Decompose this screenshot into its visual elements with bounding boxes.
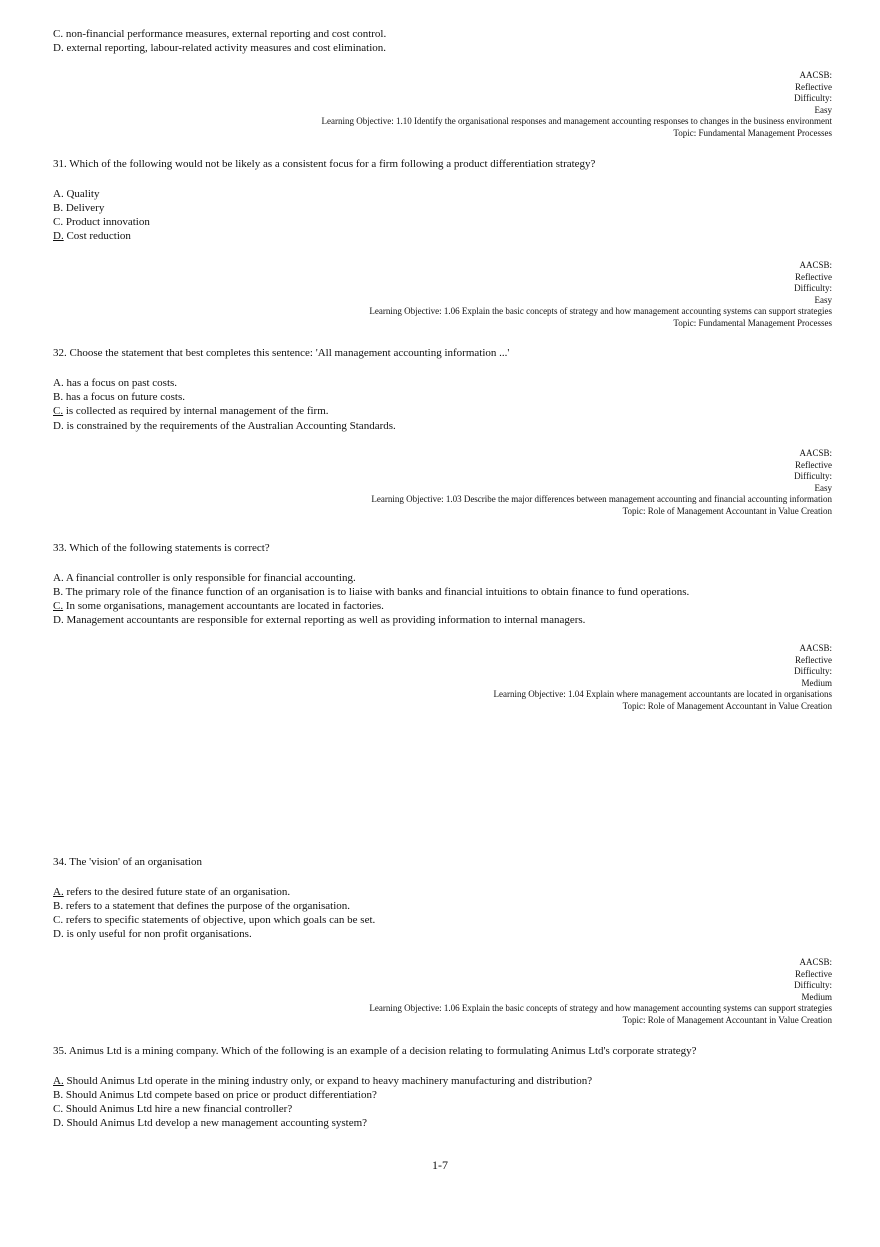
option-letter: C. — [53, 914, 64, 926]
difficulty-value: Easy — [814, 294, 832, 305]
option-letter: C. — [53, 28, 64, 40]
option-a-correct — [53, 1074, 592, 1088]
difficulty-label: Difficulty: — [794, 471, 832, 482]
option-letter: B. — [53, 900, 64, 912]
option-letter: D. — [53, 420, 64, 432]
option-text: A financial controller is only responsible for financial accounting. — [63, 572, 356, 584]
topic: Topic: Fundamental Management Processes — [673, 317, 832, 328]
question-metadata — [132, 643, 832, 713]
page-number: 1-7 — [432, 1158, 448, 1172]
option-letter: B. — [53, 1089, 64, 1101]
option-c-correct — [53, 404, 329, 418]
learning-objective: Learning Objective: 1.03 Describe the major differences between management accounting and financial accounting information — [371, 494, 832, 505]
option-text: has a focus on future costs. — [63, 391, 185, 403]
option-d — [53, 613, 585, 627]
option-letter: C. — [53, 1103, 64, 1115]
aacsb-label: AACSB: — [799, 643, 832, 653]
aacsb-value: Reflective — [795, 271, 832, 282]
option-letter-correct: C. — [53, 600, 64, 612]
option-text: Should Animus Ltd compete based on price or product differentiation? — [63, 1089, 377, 1101]
option-c-correct — [53, 599, 384, 613]
difficulty-value: Medium — [801, 677, 832, 688]
aacsb-label: AACSB: — [799, 448, 832, 458]
option-text: is only useful for non profit organisations. — [63, 928, 252, 940]
aacsb-label: AACSB: — [799, 70, 832, 80]
option-text: is collected as required by internal management of the firm. — [63, 405, 329, 417]
aacsb-label: AACSB: — [799, 957, 832, 967]
option-a — [53, 187, 99, 201]
option-c — [53, 913, 375, 927]
option-text: In some organisations, management accountants are located in factories. — [63, 600, 384, 612]
option-letter: B. — [53, 391, 64, 403]
option-letter-correct: C. — [53, 405, 64, 417]
question-metadata — [132, 260, 832, 330]
option-a — [53, 571, 356, 585]
option-text: Delivery — [63, 202, 105, 214]
topic: Topic: Role of Management Accountant in Value Creation — [622, 700, 832, 711]
option-letter-correct: D. — [53, 230, 64, 242]
option-letter-correct: A. — [53, 886, 64, 898]
option-d — [53, 1116, 367, 1130]
aacsb-value: Reflective — [795, 968, 832, 979]
option-c — [53, 27, 386, 41]
option-text: Should Animus Ltd develop a new management accounting system? — [63, 1117, 368, 1129]
learning-objective: Learning Objective: 1.06 Explain the basic concepts of strategy and how management accounting systems can support strategies — [369, 306, 832, 317]
option-d — [53, 419, 396, 433]
option-text: Management accountants are responsible for external reporting as well as providing information to internal managers. — [63, 614, 586, 626]
option-a-correct — [53, 885, 290, 899]
option-text: refers to a statement that defines the purpose of the organisation. — [63, 900, 351, 912]
aacsb-label: AACSB: — [799, 260, 832, 270]
option-letter: A. — [53, 377, 64, 389]
question-stem: 35. Animus Ltd is a mining company. Which of the following is an example of a decision relating to formulating Animus Ltd's corporate strategy? — [53, 1045, 697, 1057]
option-c — [53, 1102, 292, 1116]
option-text: refers to the desired future state of an organisation. — [63, 886, 291, 898]
option-letter: A. — [53, 572, 64, 584]
option-text: external reporting, labour-related activity measures and cost elimination. — [63, 42, 387, 54]
difficulty-label: Difficulty: — [794, 666, 832, 677]
question-stem: 33. Which of the following statements is correct? — [53, 542, 270, 554]
option-c — [53, 215, 150, 229]
aacsb-value: Reflective — [795, 81, 832, 92]
option-b — [53, 201, 104, 215]
question-stem: 32. Choose the statement that best completes this sentence: 'All management accounting information ...' — [53, 347, 510, 359]
difficulty-label: Difficulty: — [794, 980, 832, 991]
question-stem: 31. Which of the following would not be likely as a consistent focus for a firm following a product differentiation strategy? — [53, 158, 596, 170]
difficulty-value: Medium — [801, 991, 832, 1002]
option-text: Product innovation — [63, 216, 150, 228]
option-a — [53, 376, 177, 390]
option-letter: C. — [53, 216, 64, 228]
question-stem: 34. The 'vision' of an organisation — [53, 856, 202, 868]
option-text: Quality — [63, 188, 100, 200]
difficulty-value: Easy — [814, 482, 832, 493]
option-letter: A. — [53, 188, 64, 200]
difficulty-label: Difficulty: — [794, 93, 832, 104]
topic: Topic: Fundamental Management Processes — [673, 127, 832, 138]
option-text: is constrained by the requirements of the Australian Accounting Standards. — [63, 420, 396, 432]
option-text: Should Animus Ltd hire a new financial controller? — [63, 1103, 293, 1115]
aacsb-value: Reflective — [795, 654, 832, 665]
learning-objective: Learning Objective: 1.04 Explain where management accountants are located in organisations — [493, 689, 832, 700]
learning-objective: Learning Objective: 1.10 Identify the organisational responses and management accounting responses to changes in the business environment — [321, 116, 832, 127]
topic: Topic: Role of Management Accountant in Value Creation — [622, 505, 832, 516]
question-metadata — [132, 448, 832, 518]
option-text: Should Animus Ltd operate in the mining industry only, or expand to heavy machinery manufacturing and distribution? — [63, 1075, 593, 1087]
option-letter: D. — [53, 614, 64, 626]
option-d — [53, 41, 386, 55]
learning-objective: Learning Objective: 1.06 Explain the basic concepts of strategy and how management accounting systems can support strategies — [369, 1003, 832, 1014]
option-b — [53, 585, 689, 599]
option-letter: D. — [53, 1117, 64, 1129]
question-metadata — [132, 957, 832, 1027]
aacsb-value: Reflective — [795, 459, 832, 470]
option-b — [53, 899, 350, 913]
option-text: Cost reduction — [63, 230, 131, 242]
option-b — [53, 390, 185, 404]
option-d-correct — [53, 229, 131, 243]
option-letter: D. — [53, 42, 64, 54]
question-metadata — [132, 70, 832, 140]
topic: Topic: Role of Management Accountant in Value Creation — [622, 1014, 832, 1025]
option-d — [53, 927, 252, 941]
option-b — [53, 1088, 377, 1102]
difficulty-value: Easy — [814, 104, 832, 115]
option-letter: B. — [53, 202, 64, 214]
option-text: The primary role of the finance function of an organisation is to liaise with banks and financial intuitions to obtain finance to fund operations. — [63, 586, 690, 598]
option-letter-correct: A. — [53, 1075, 64, 1087]
option-letter: D. — [53, 928, 64, 940]
difficulty-label: Difficulty: — [794, 283, 832, 294]
option-text: refers to specific statements of objective, upon which goals can be set. — [63, 914, 376, 926]
option-text: non-financial performance measures, external reporting and cost control. — [63, 28, 387, 40]
option-text: has a focus on past costs. — [63, 377, 178, 389]
option-letter: B. — [53, 586, 64, 598]
